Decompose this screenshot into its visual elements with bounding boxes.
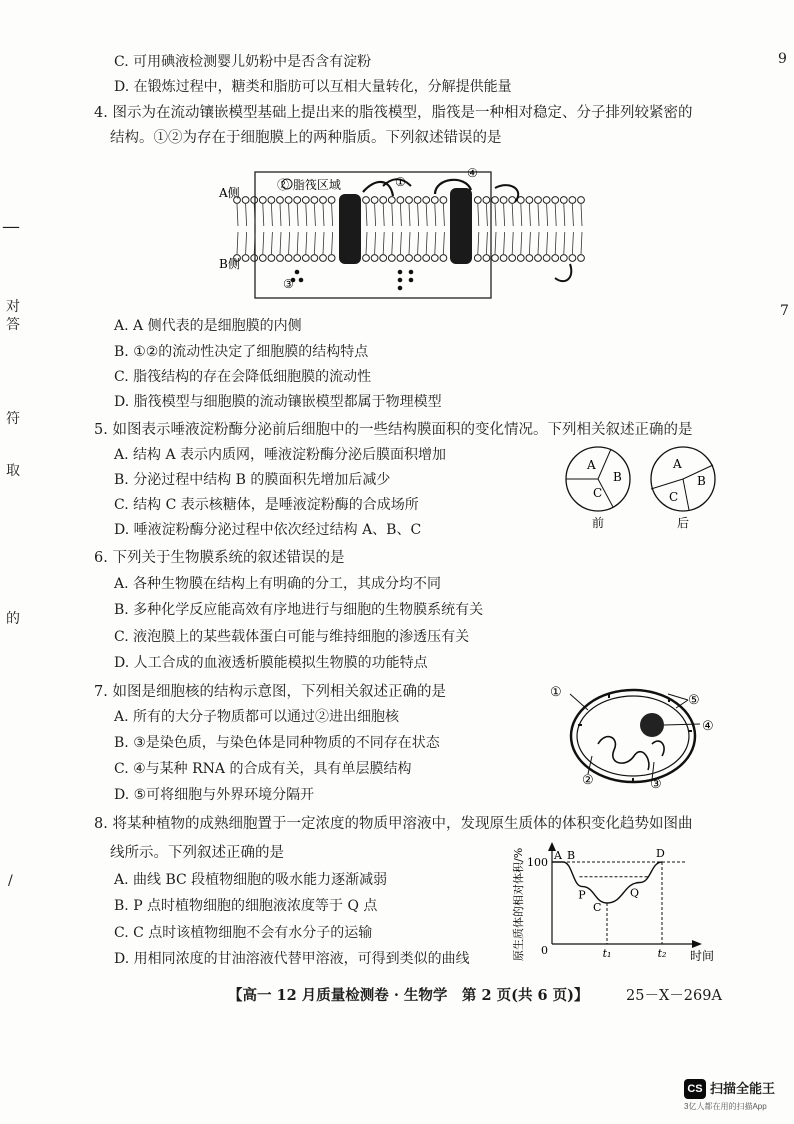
phospholipid-head — [440, 255, 447, 262]
phospholipid-head — [569, 197, 576, 204]
phospholipid-head — [285, 197, 292, 204]
phospholipid-tail — [306, 232, 307, 254]
nucleus-figure — [548, 680, 723, 790]
phospholipid-head — [517, 255, 524, 262]
membrane-area-pies — [565, 443, 735, 533]
phospholipid-tail — [504, 232, 505, 254]
phospholipid-head — [285, 255, 292, 262]
lipid-raft-figure — [215, 160, 590, 310]
phospholipid-tail — [486, 232, 487, 254]
phospholipid-tail — [495, 204, 496, 226]
q5-option-a: A. 结构 A 表示内质网，唾液淀粉酶分泌后膜面积增加 — [114, 447, 447, 463]
phospholipid-head — [492, 255, 499, 262]
chart-ylabel: 原生质体的相对体积/% — [512, 847, 525, 961]
phospholipid-tail — [366, 204, 367, 226]
marker-3: ③ — [283, 277, 294, 291]
phospholipid-tail — [271, 232, 272, 254]
q6-option-d: D. 人工合成的血液透析膜能模拟生物膜的功能特点 — [114, 655, 428, 671]
phospholipid-tail — [564, 204, 565, 226]
phospholipid-tail — [246, 232, 247, 254]
nucleolus — [640, 713, 664, 737]
q7-option-b: B. ③是染色质，与染色体是同种物质的不同存在状态 — [114, 735, 440, 751]
q7-option-a: A. 所有的大分子物质都可以通过②进出细胞核 — [114, 709, 400, 725]
phospholipid-tail — [538, 232, 539, 254]
phospholipid-head — [526, 197, 533, 204]
phospholipid-head — [500, 255, 507, 262]
phospholipid-head — [526, 255, 533, 262]
phospholipid-heads-top — [234, 197, 585, 204]
protein-loop — [363, 182, 393, 196]
q8-option-b: B. P 点时植物细胞的细胞液浓度等于 Q 点 — [114, 898, 378, 914]
q3-option-d: D. 在锻炼过程中，糖类和脂肪可以互相大量转化，分解提供能量 — [114, 79, 512, 95]
phospholipid-head — [363, 255, 370, 262]
nuclear-envelope-inner — [577, 696, 689, 776]
phospholipid-tail — [478, 232, 479, 254]
phospholipid-tail — [263, 204, 264, 226]
q5-option-d: D. 唾液淀粉酶分泌过程中依次经过结构 A、B、C — [114, 522, 422, 538]
phospholipid-head — [423, 255, 430, 262]
phospholipid-tail — [289, 232, 290, 254]
phospholipid-tail — [375, 232, 376, 254]
point-d-label: D — [656, 847, 665, 860]
phospholipid-tail — [443, 232, 444, 254]
phospholipid-head — [414, 197, 421, 204]
phospholipid-head — [328, 255, 335, 262]
phospholipid-head — [492, 197, 499, 204]
phospholipid-tail — [418, 204, 419, 226]
pie-after-b: B — [697, 474, 706, 488]
phospholipid-tail — [400, 232, 401, 254]
phospholipid-head — [406, 197, 413, 204]
phospholipid-head — [242, 197, 249, 204]
phospholipid-head — [302, 197, 309, 204]
q4-option-c: C. 脂筏结构的存在会降低细胞膜的流动性 — [114, 369, 372, 385]
phospholipid-tail — [564, 232, 565, 254]
phospholipid-head — [242, 255, 249, 262]
q4-stem-line1: 4. 图示为在流动镶嵌模型基础上提出来的脂筏模型，脂筏是一种相对稳定、分子排列较紧密的 — [94, 105, 693, 121]
phospholipid-tail — [306, 204, 307, 226]
phospholipid-head — [259, 197, 266, 204]
phospholipid-tail — [392, 232, 393, 254]
margin-char: / — [8, 873, 13, 889]
scanner-app-name: 扫描全能王 — [710, 1081, 776, 1096]
sugar-chains — [291, 270, 414, 291]
pie-before-b: B — [613, 470, 622, 484]
phospholipid-tail — [521, 204, 522, 226]
chromatin — [652, 741, 664, 756]
phospholipid-tail — [392, 204, 393, 226]
phospholipid-tail — [383, 204, 384, 226]
phospholipid-tail — [572, 204, 573, 226]
pie-after-caption: 后 — [677, 516, 690, 530]
x-tick-t1: t₁ — [602, 947, 612, 960]
phospholipid-head — [311, 255, 318, 262]
margin-char: 的 — [6, 611, 20, 627]
phospholipid-tail — [581, 232, 582, 254]
phospholipid-head — [414, 255, 421, 262]
phospholipid-head — [371, 255, 378, 262]
margin-char: 取 — [6, 463, 20, 479]
pie-before-c: C — [593, 486, 603, 500]
phospholipid-tail — [435, 232, 436, 254]
phospholipid-head — [509, 255, 516, 262]
phospholipid-head — [423, 197, 430, 204]
q4-option-d: D. 脂筏模型与细胞膜的流动镶嵌模型都属于物理模型 — [114, 394, 442, 410]
phospholipid-tail — [400, 204, 401, 226]
phospholipid-head — [371, 197, 378, 204]
phospholipid-heads-bottom — [234, 255, 585, 262]
q5-option-b: B. 分泌过程中结构 B 的膜面积先增加后减少 — [114, 472, 391, 488]
phospholipid-tail — [426, 204, 427, 226]
nucleus-label-3: ③ — [650, 777, 662, 790]
phospholipid-tail — [409, 204, 410, 226]
q7-option-c: C. ④与某种 RNA 的合成有关，具有单层膜结构 — [114, 761, 412, 777]
phospholipid-head — [509, 197, 516, 204]
protoplast-volume-chart — [508, 838, 723, 970]
nucleus-label-1: ① — [550, 685, 562, 700]
phospholipid-tail — [521, 232, 522, 254]
phospholipid-tail — [435, 204, 436, 226]
q4-stem-line2: 结构。①②为存在于细胞膜上的两种脂质。下列叙述错误的是 — [110, 130, 502, 146]
q8-option-d: D. 用相同浓度的甘油溶液代替甲溶液，可得到类似的曲线 — [114, 951, 470, 967]
phospholipid-head — [543, 255, 550, 262]
phospholipid-head — [311, 197, 318, 204]
phospholipid-head — [578, 197, 585, 204]
point-p-label: P — [578, 888, 586, 902]
phospholipid-head — [431, 197, 438, 204]
pie-before-a: A — [587, 458, 596, 472]
margin-char: 7 — [780, 303, 789, 319]
phospholipid-tail — [504, 204, 505, 226]
marker-1: ① — [395, 175, 406, 189]
phospholipid-tail — [297, 232, 298, 254]
phospholipid-tail — [246, 204, 247, 226]
pie-after-c: C — [669, 490, 679, 504]
phospholipid-tail — [323, 232, 324, 254]
phospholipid-tail — [426, 232, 427, 254]
phospholipid-head — [302, 255, 309, 262]
phospholipid-tail — [512, 204, 513, 226]
margin-char: 符 — [6, 411, 20, 427]
pie-after — [651, 447, 715, 530]
chart-origin: 0 — [541, 944, 548, 957]
q6-option-c: C. 液泡膜上的某些载体蛋白可能与维持细胞的渗透压有关 — [114, 629, 470, 645]
phospholipid-tail — [280, 232, 281, 254]
phospholipid-head — [294, 197, 301, 204]
x-tick-t2: t₂ — [657, 947, 667, 960]
q5-option-c: C. 结构 C 表示核糖体，是唾液淀粉酶的合成场所 — [114, 497, 419, 513]
phospholipid-head — [363, 197, 370, 204]
point-b-label: B — [567, 849, 576, 862]
phospholipid-head — [569, 255, 576, 262]
pie-before — [566, 447, 630, 530]
footer-title: 【高一 12 月质量检测卷 · 生物学 第 2 页(共 6 页)】 — [228, 987, 589, 1004]
phospholipid-head — [543, 197, 550, 204]
phospholipid-head — [552, 255, 559, 262]
phospholipid-head — [560, 197, 567, 204]
phospholipid-head — [251, 197, 258, 204]
phospholipid-head — [259, 255, 266, 262]
phospholipid-tail — [529, 204, 530, 226]
phospholipid-tail — [366, 232, 367, 254]
q7-option-d: D. ⑤可将细胞与外界环境分隔开 — [114, 787, 315, 803]
phospholipid-head — [397, 255, 404, 262]
phospholipid-tail — [538, 204, 539, 226]
phospholipid-tail — [547, 232, 548, 254]
side-b-label: B侧 — [219, 257, 240, 271]
pie-before-caption: 前 — [592, 516, 605, 530]
phospholipid-tail — [271, 204, 272, 226]
phospholipid-tail — [237, 232, 238, 254]
margin-char: 9 — [778, 51, 787, 67]
phospholipid-tail — [314, 232, 315, 254]
phospholipid-tail — [383, 232, 384, 254]
phospholipid-head — [483, 197, 490, 204]
phospholipid-tail — [418, 232, 419, 254]
phospholipid-tail — [572, 232, 573, 254]
chart-xlabel: 时间 — [690, 949, 715, 963]
phospholipid-head — [277, 197, 284, 204]
phospholipid-tail — [555, 232, 556, 254]
q6-stem: 6. 下列关于生物膜系统的叙述错误的是 — [94, 550, 345, 566]
phospholipid-head — [320, 255, 327, 262]
phospholipid-tail — [289, 204, 290, 226]
nucleus-label-4: ④ — [702, 719, 714, 734]
footer-code: 25－X－269A — [626, 988, 722, 1004]
phospholipid-tail — [555, 204, 556, 226]
phospholipid-head — [328, 197, 335, 204]
phospholipid-tail — [547, 204, 548, 226]
q6-option-a: A. 各种生物膜在结构上有明确的分工，其成分均不同 — [114, 576, 442, 592]
phospholipid-tail — [314, 204, 315, 226]
phospholipid-tail — [375, 204, 376, 226]
point-q-label: Q — [630, 886, 640, 900]
point-a-label: A — [554, 849, 562, 862]
phospholipid-tail — [332, 204, 333, 226]
phospholipid-head — [483, 255, 490, 262]
q8-option-a: A. 曲线 BC 段植物细胞的吸水能力逐渐减弱 — [114, 872, 388, 888]
phospholipid-head — [388, 255, 395, 262]
margin-char: 对 — [6, 299, 20, 315]
phospholipid-tail — [478, 204, 479, 226]
phospholipid-tail — [323, 204, 324, 226]
phospholipid-tail — [529, 232, 530, 254]
phospholipid-head — [474, 255, 481, 262]
phospholipid-head — [431, 255, 438, 262]
phospholipid-head — [406, 255, 413, 262]
nucleus-label-2: ② — [582, 773, 594, 788]
phospholipid-head — [535, 255, 542, 262]
phospholipid-tail — [581, 204, 582, 226]
q5-stem: 5. 如图表示唾液淀粉酶分泌前后细胞中的一些结构膜面积的变化情况。下列相关叙述正确的是 — [94, 422, 693, 438]
phospholipid-tail — [280, 204, 281, 226]
phospholipid-tail — [495, 232, 496, 254]
phospholipid-tail — [409, 232, 410, 254]
phospholipid-tail — [486, 204, 487, 226]
phospholipid-tail — [512, 232, 513, 254]
q4-option-b: B. ①②的流动性决定了细胞膜的结构特点 — [114, 344, 369, 360]
phospholipid-tail — [237, 204, 238, 226]
phospholipid-head — [388, 197, 395, 204]
volume-curve — [552, 862, 662, 903]
protein-loop — [555, 264, 571, 281]
phospholipid-head — [578, 255, 585, 262]
phospholipid-head — [535, 197, 542, 204]
phospholipid-tails — [237, 204, 582, 254]
x-axis-arrow — [692, 940, 702, 948]
side-a-label: A侧 — [219, 186, 240, 200]
phospholipid-head — [474, 197, 481, 204]
marker-4: ④ — [467, 166, 478, 180]
q4-option-a: A. A 侧代表的是细胞膜的内侧 — [114, 318, 302, 334]
phospholipid-head — [277, 255, 284, 262]
q3-option-c: C. 可用碘液检测婴儿奶粉中是否含有淀粉 — [114, 54, 372, 70]
point-c-label: C — [593, 901, 602, 914]
phospholipid-head — [560, 255, 567, 262]
phospholipid-head — [251, 255, 258, 262]
phospholipid-head — [440, 197, 447, 204]
nucleus-label-5: ⑤ — [688, 693, 700, 708]
phospholipid-head — [380, 197, 387, 204]
phospholipid-head — [397, 197, 404, 204]
phospholipid-tail — [297, 204, 298, 226]
phospholipid-head — [552, 197, 559, 204]
q6-option-b: B. 多种化学反应能高效有序地进行与细胞的生物膜系统有关 — [114, 602, 484, 618]
q8-stem-line2: 线所示。下列叙述正确的是 — [110, 845, 284, 861]
q8-stem-line1: 8. 将某种植物的成熟细胞置于一定浓度的物质甲溶液中，发现原生质体的体积变化趋势如图曲 — [94, 816, 693, 832]
phospholipid-head — [500, 197, 507, 204]
phospholipid-tail — [332, 232, 333, 254]
y-tick-100: 100 — [527, 856, 548, 869]
phospholipid-tail — [263, 232, 264, 254]
raft-region-label: ② 脂筏区域 — [277, 178, 341, 192]
phospholipid-head — [320, 197, 327, 204]
pie-after-a: A — [673, 457, 682, 471]
scanner-tagline: 3亿人都在用的扫描App — [684, 1102, 767, 1111]
chromatin — [598, 737, 649, 770]
margin-dash: — — [2, 216, 20, 237]
phospholipid-tail — [443, 204, 444, 226]
phospholipid-head — [268, 197, 275, 204]
phospholipid-head — [380, 255, 387, 262]
scanner-logo-badge: CS — [684, 1079, 706, 1099]
q8-option-c: C. C 点时该植物细胞不会有水分子的运输 — [114, 925, 373, 941]
q7-stem: 7. 如图是细胞核的结构示意图，下列相关叙述正确的是 — [94, 684, 446, 700]
phospholipid-head — [268, 255, 275, 262]
phospholipid-head — [294, 255, 301, 262]
margin-char: 答 — [6, 317, 20, 333]
